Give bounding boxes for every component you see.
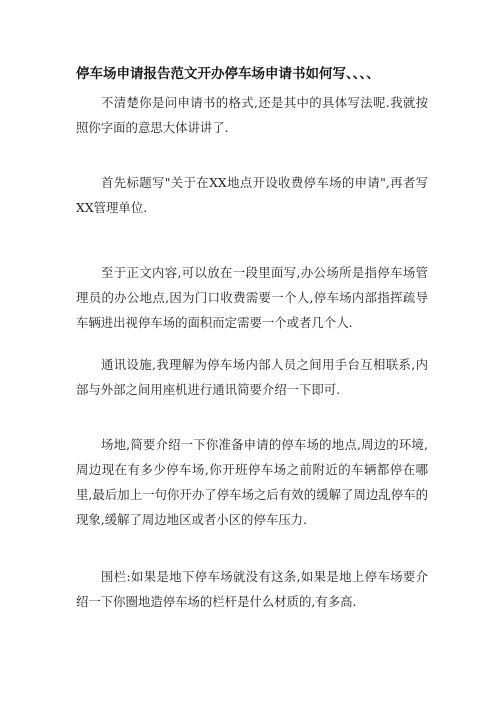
paragraph-site: 场地,简要介绍一下你准备申请的停车场的地点,周边的环境,周边现在有多少停车场,你开班停车场之前附近的车辆都停在哪里,最后加上一句你开办了停车场之后有效的缓解了周边乱停车的现象,缓解了周边地区或者小区的停车压力.	[76, 437, 428, 527]
paragraph-communication: 通讯设施,我理解为停车场内部人员之间用手台互相联系,内部与外部之间用座机进行通讯简要介绍一下即可.	[76, 357, 428, 397]
paragraph-body-content: 至于正文内容,可以放在一段里面写,办公场所是指停车场管理员的办公地点,因为门口收费需要一个人,停车场内部指挥疏导车辆进出视停车场的面积而定需要一个或者几个人.	[76, 265, 428, 330]
paragraph-format-question: 不清楚你是问申请书的格式,还是其中的具体写法呢.我就按照你字面的意思大体讲讲了.	[76, 95, 428, 135]
paragraph-heading: 首先标题写"关于在XX地点开设收费停车场的申请",再者写XX管理单位.	[76, 175, 428, 215]
paragraph-fence: 围栏:如果是地下停车场就没有这条,如果是地上停车场要介绍一下你圈地造停车场的栏杆是什么材质的,有多高.	[76, 569, 428, 609]
document-title: 停车场申请报告范文开办停车场申请书如何写、、、、	[76, 66, 380, 82]
